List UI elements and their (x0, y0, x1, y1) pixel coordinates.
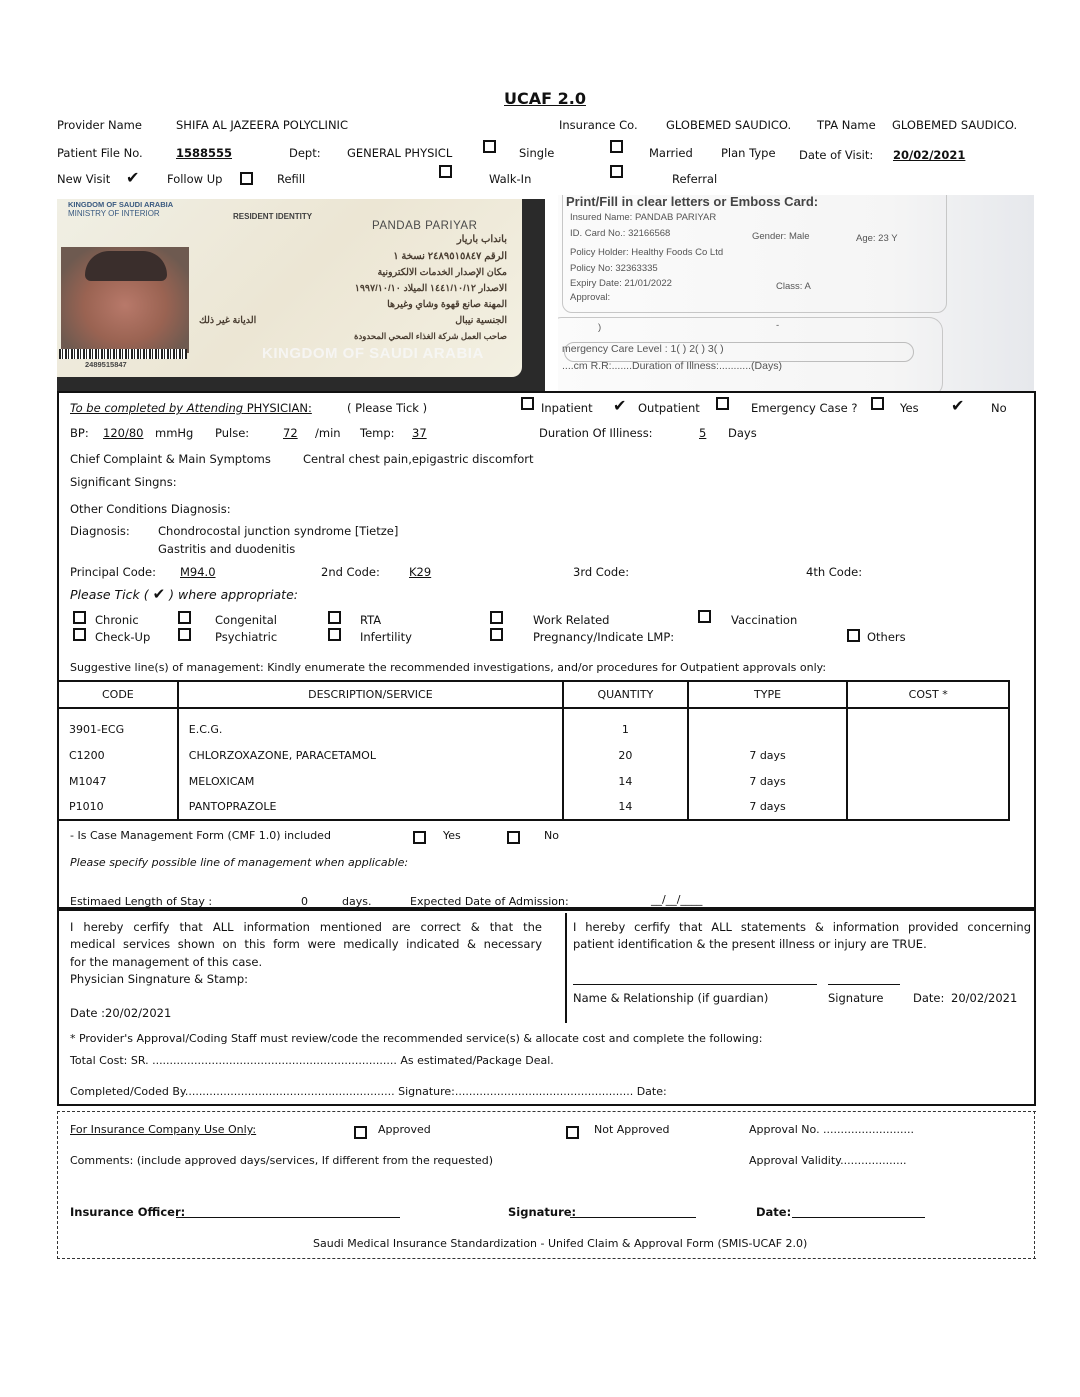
complaint-label: Chief Complaint & Main Symptoms (70, 452, 271, 466)
patient-cert-line1: I hereby cerfify that ALL statements & information provided concerning (573, 920, 1031, 934)
ins-card-rr-line: ....cm R.R:.......Duration of Illness:...........(Days) (562, 360, 782, 372)
certification-divider (565, 913, 567, 1023)
table-row (58, 768, 1009, 794)
col-header-cost: COST * (847, 681, 1009, 708)
provider-value: SHIFA AL JAZEERA POLYCLINIC (176, 118, 348, 132)
dept-label: Dept: (289, 146, 321, 160)
cmf-label: - Is Case Management Form (CMF 1.0) included (70, 829, 331, 842)
code2-value: K29 (409, 565, 432, 579)
bp-value: 120/80 (103, 426, 144, 440)
form-footer: Saudi Medical Insurance Standardization - Unifed Claim & Approval Form (SMIS-UCAF 2.0) (313, 1237, 808, 1250)
emergency-no-label: No (991, 401, 1007, 415)
not-approved-label: Not Approved (594, 1123, 670, 1136)
ins-card-heading: Print/Fill in clear letters or Emboss Card: (566, 195, 819, 209)
emergency-no-tick-icon[interactable]: ✔ (951, 396, 965, 415)
infertility-checkbox[interactable] (328, 628, 341, 641)
cell-code: C1200 (58, 742, 178, 768)
vaccination-checkbox[interactable] (698, 610, 711, 623)
length-of-stay-unit: days. (342, 895, 372, 908)
cell-quantity: 1 (563, 716, 688, 742)
physician-cert-line1: I hereby cerfify that ALL information mentioned are correct & that the (70, 920, 542, 934)
approval-validity-field[interactable]: Approval Validity................... (749, 1154, 907, 1167)
table-row (58, 716, 1009, 742)
emergency-checkbox[interactable] (716, 397, 729, 410)
provider-label: Provider Name (57, 118, 142, 132)
chronic-checkbox[interactable] (73, 611, 86, 624)
pulse-unit: /min (315, 426, 341, 440)
tick-prompt (70, 585, 298, 603)
cell-code: M1047 (58, 768, 178, 794)
diagnosis-1: Chondrocostal junction syndrome [Tietze] (158, 524, 399, 538)
approved-label: Approved (378, 1123, 431, 1136)
id-number-ar: الرقم ٢٤٨٩٥١٥٨٤٧ نسخة ١ (393, 251, 507, 262)
ins-card-age: Age: 23 Y (856, 233, 898, 244)
insurance-card-scan (558, 195, 1034, 391)
ins-box-top-border (57, 1111, 1036, 1112)
rta-label: RTA (360, 613, 382, 627)
ins-card-dash: - (776, 320, 780, 331)
pregnancy-checkbox[interactable] (490, 628, 503, 641)
not-approved-checkbox[interactable] (566, 1126, 579, 1139)
please-tick-label: ( Please Tick ) (347, 401, 428, 415)
resident-id-card-scan (57, 199, 545, 391)
insurance-value: GLOBEMED SAUDICO. (666, 118, 792, 132)
col-header-quantity: QUANTITY (563, 681, 688, 708)
id-ministry: MINISTRY OF INTERIOR (68, 209, 160, 218)
plan-type-label: Plan Type (721, 146, 776, 160)
id-country: KINGDOM OF SAUDI ARABIA (68, 200, 174, 209)
cell-quantity: 20 (563, 742, 688, 768)
management-label: Suggestive line(s) of management: Kindly enumerate the recommended investigations, and/or procedures for Outpatient approvals only: (70, 661, 827, 674)
emergency-label: Emergency Case ? (751, 401, 858, 415)
cell-type: 7 days (688, 768, 848, 794)
ins-card-id-no: ID. Card No.: 32166568 (570, 228, 671, 239)
guardian-signature-line (573, 984, 817, 985)
new-visit-tick-icon[interactable]: ✔ (126, 168, 140, 187)
rta-checkbox[interactable] (328, 611, 341, 624)
file-label: Patient File No. (57, 146, 143, 160)
work-related-label: Work Related (533, 613, 610, 627)
id-card-face (57, 199, 522, 377)
single-label: Single (519, 146, 555, 160)
cell-type (688, 716, 848, 742)
married-label: Married (649, 146, 693, 160)
principal-code-value: M94.0 (180, 565, 216, 579)
id-religion-ar: الديانة غير ذلك (199, 315, 257, 326)
physician-intro (70, 401, 312, 415)
patient-date-value: 20/02/2021 (951, 991, 1018, 1005)
psychiatric-label: Psychiatric (215, 630, 278, 644)
pregnancy-label: Pregnancy/Indicate LMP: (533, 630, 675, 644)
ins-card-approval: Approval: (570, 292, 611, 303)
length-of-stay-label: Estimaed Length of Stay : (70, 895, 213, 908)
id-dates-ar: الاصدار ١٤٤١/١٠/١٢ الميلاد ١٩٩٧/١٠/١٠ (354, 283, 507, 294)
ins-box-right-border (1034, 1111, 1035, 1259)
cell-code: 3901-ECG (58, 716, 178, 742)
duration-unit: Days (728, 426, 757, 440)
ins-card-expiry: Expiry Date: 21/01/2022 (570, 278, 672, 289)
ins-box-left-border (57, 1111, 58, 1259)
cell-type: 7 days (688, 742, 848, 768)
approval-no-field[interactable]: Approval No. .......................... (749, 1123, 914, 1136)
col-header-type: TYPE (688, 681, 848, 708)
table-row (58, 742, 1009, 768)
follow-up-checkbox[interactable] (240, 172, 253, 185)
comments-label: Comments: (include approved days/services, If different from the requested) (70, 1154, 494, 1167)
cell-type: 7 days (688, 794, 848, 820)
id-name-ar: بانداب باريار (456, 234, 507, 245)
patient-date-label: Date: (913, 991, 945, 1005)
completed-by-line: Completed/Coded By............................................................ Signature:................................................... Date: (70, 1085, 667, 1098)
cell-description: MELOXICAM (178, 768, 563, 794)
services-header-row (58, 681, 1009, 708)
approved-checkbox[interactable] (354, 1126, 367, 1139)
outpatient-label: Outpatient (638, 401, 700, 415)
cmf-no-checkbox[interactable] (507, 831, 520, 844)
cell-description: PANTOPRAZOLE (178, 794, 563, 820)
diagnosis-label: Diagnosis: (70, 524, 130, 538)
checkup-label: Check-Up (95, 630, 151, 644)
physician-date: Date :20/02/2021 (70, 1006, 172, 1020)
inpatient-label: Inpatient (541, 401, 593, 415)
id-photo-hair (85, 251, 167, 281)
ins-card-policy-no: Policy No: 32363335 (570, 263, 658, 274)
ins-card-emergency-level: mergency Care Level : 1( ) 2( ) 3( ) (562, 343, 724, 355)
services-table (57, 680, 1010, 821)
insurance-use-heading: For Insurance Company Use Only: (70, 1123, 257, 1136)
other-conditions-label: Other Conditions Diagnosis: (70, 502, 231, 516)
single-checkbox[interactable] (483, 140, 496, 153)
inpatient-checkbox[interactable] (521, 397, 534, 410)
id-nationality-ar: الجنسية نيبال (455, 315, 507, 326)
outpatient-tick-icon[interactable]: ✔ (613, 396, 627, 415)
cmf-yes-checkbox[interactable] (413, 831, 426, 844)
tpa-label: TPA Name (817, 118, 876, 132)
form-title: UCAF 2.0 (504, 89, 586, 108)
insurance-label: Insurance Co. (559, 118, 638, 132)
coding-note: * Provider's Approval/Coding Staff must review/code the recommended service(s) & allocate cost and complete the following: (70, 1032, 763, 1045)
signature-line (828, 984, 900, 985)
signs-label: Significant Singns: (70, 475, 177, 489)
specify-management-label: Please specify possible line of management when applicable: (70, 856, 409, 869)
cell-cost (847, 716, 1009, 742)
admission-date-value[interactable]: __/__/____ (651, 893, 703, 906)
ins-card-gender: Gender: Male (752, 231, 810, 242)
walk-in-label: Walk-In (489, 172, 532, 186)
temp-value: 37 (412, 426, 427, 440)
table-row (58, 794, 1009, 820)
id-barcode (59, 349, 187, 359)
id-issue-place-ar: مكان الإصدار الخدمات الالكترونية (377, 267, 507, 278)
cell-description: E.C.G. (178, 716, 563, 742)
physician-cert-line2: medical services shown on this form were medically indicated & necessary (70, 937, 542, 951)
id-employer-ar: صاحب العمل شركة الغذاء الصحي المحدودة (354, 331, 507, 341)
col-header-description: DESCRIPTION/SERVICE (178, 681, 563, 708)
date-of-visit-value: 20/02/2021 (893, 148, 966, 162)
infertility-label: Infertility (360, 630, 412, 644)
id-type: RESIDENT IDENTITY (233, 212, 313, 221)
congenital-checkbox[interactable] (178, 611, 191, 624)
ins-box-bottom-border (57, 1258, 1036, 1259)
new-visit-label: New Visit (57, 172, 111, 186)
patient-cert-line2: patient identification & the present illness or injury are TRUE. (573, 937, 927, 951)
cell-cost (847, 768, 1009, 794)
duration-value: 5 (699, 426, 707, 440)
cell-description: CHLORZOXAZONE, PARACETAMOL (178, 742, 563, 768)
insurance-signature-line[interactable] (570, 1217, 696, 1218)
cell-quantity: 14 (563, 794, 688, 820)
referral-checkbox[interactable] (610, 165, 623, 178)
others-checkbox[interactable] (847, 629, 860, 642)
referral-label: Referral (672, 172, 718, 186)
pulse-label: Pulse: (215, 426, 250, 440)
emergency-yes-checkbox[interactable] (871, 397, 884, 410)
vaccination-label: Vaccination (731, 613, 798, 627)
complaint-value: Central chest pain,epigastric discomfort (303, 452, 534, 466)
length-of-stay-value: 0 (301, 895, 308, 908)
bp-label: BP: (70, 426, 89, 440)
ins-card-class: Class: A (776, 281, 811, 292)
ins-card-insured-name: Insured Name: PANDAB PARIYAR (570, 212, 717, 223)
insurance-date-line[interactable] (792, 1217, 925, 1218)
psychiatric-checkbox[interactable] (178, 628, 191, 641)
date-of-visit-label: Date of Visit: (799, 148, 874, 162)
chronic-label: Chronic (95, 613, 139, 627)
congenital-label: Congenital (215, 613, 277, 627)
follow-up-label: Follow Up (167, 172, 223, 186)
code3-label: 3rd Code: (573, 565, 630, 579)
principal-code-label: Principal Code: (70, 565, 156, 579)
insurance-officer-line[interactable] (176, 1217, 400, 1218)
cell-code: P1010 (58, 794, 178, 820)
physician-signature-label: Physician Singnature & Stamp: (70, 972, 249, 986)
refill-label: Refill (277, 172, 306, 186)
ins-card-policy-holder: Policy Holder: Healthy Foods Co Ltd (570, 247, 724, 258)
insurance-date-label: Date: (756, 1205, 792, 1219)
cell-cost (847, 794, 1009, 820)
physician-intro-italic: To be completed by Attending (70, 401, 244, 415)
walk-in-checkbox[interactable] (439, 165, 452, 178)
id-name-en: PANDAB PARIYAR (372, 220, 478, 232)
ins-card-paren: ) (598, 322, 602, 333)
col-header-code: CODE (58, 681, 178, 708)
cell-quantity: 14 (563, 768, 688, 794)
emergency-yes-label: Yes (900, 401, 919, 415)
id-barcode-number: 2489515847 (85, 360, 127, 369)
tpa-value: GLOBEMED SAUDICO. (892, 118, 1018, 132)
patient-signature-label: Signature (828, 991, 884, 1005)
pulse-value: 72 (283, 426, 298, 440)
physician-cert-line3: for the management of this case. (70, 955, 263, 969)
id-watermark: KINGDOM OF SAUDI ARABIA (262, 345, 484, 362)
insurance-officer-label: Insurance Officer: (70, 1205, 186, 1219)
checkup-checkbox[interactable] (73, 628, 86, 641)
tick-prompt-a: Please Tick ( (70, 587, 149, 602)
others-label: Others (867, 630, 906, 644)
code4-label: 4th Code: (806, 565, 863, 579)
physician-intro-role: PHYSICIAN: (243, 401, 312, 415)
duration-label: Duration Of Illiness: (539, 426, 653, 440)
admission-date-label: Expected Date of Admission: (410, 895, 569, 908)
insurance-signature-label: Signature: (508, 1205, 577, 1219)
total-cost-line: Total Cost: SR. ...................................................................... As estimated/Package Deal. (70, 1054, 554, 1067)
cmf-no-label: No (544, 829, 559, 842)
table-spacer (58, 708, 1009, 716)
dept-value: GENERAL PHYSICL (347, 146, 453, 160)
temp-label: Temp: (360, 426, 395, 440)
bp-unit: mmHg (155, 426, 194, 440)
married-checkbox[interactable] (610, 140, 623, 153)
tick-prompt-b: ) where appropriate: (169, 587, 298, 602)
code2-label: 2nd Code: (321, 565, 380, 579)
cell-cost (847, 742, 1009, 768)
cmf-yes-label: Yes (443, 829, 461, 842)
work-related-checkbox[interactable] (490, 611, 503, 624)
diagnosis-2: Gastritis and duodenitis (158, 542, 296, 556)
tick-prompt-icon: ✔ (152, 585, 166, 603)
guardian-label: Name & Relationship (if guardian) (573, 991, 769, 1005)
file-value: 1588555 (176, 146, 233, 160)
id-profession-ar: المهنة صانع قهوة وشاي وغيرها (387, 299, 507, 310)
